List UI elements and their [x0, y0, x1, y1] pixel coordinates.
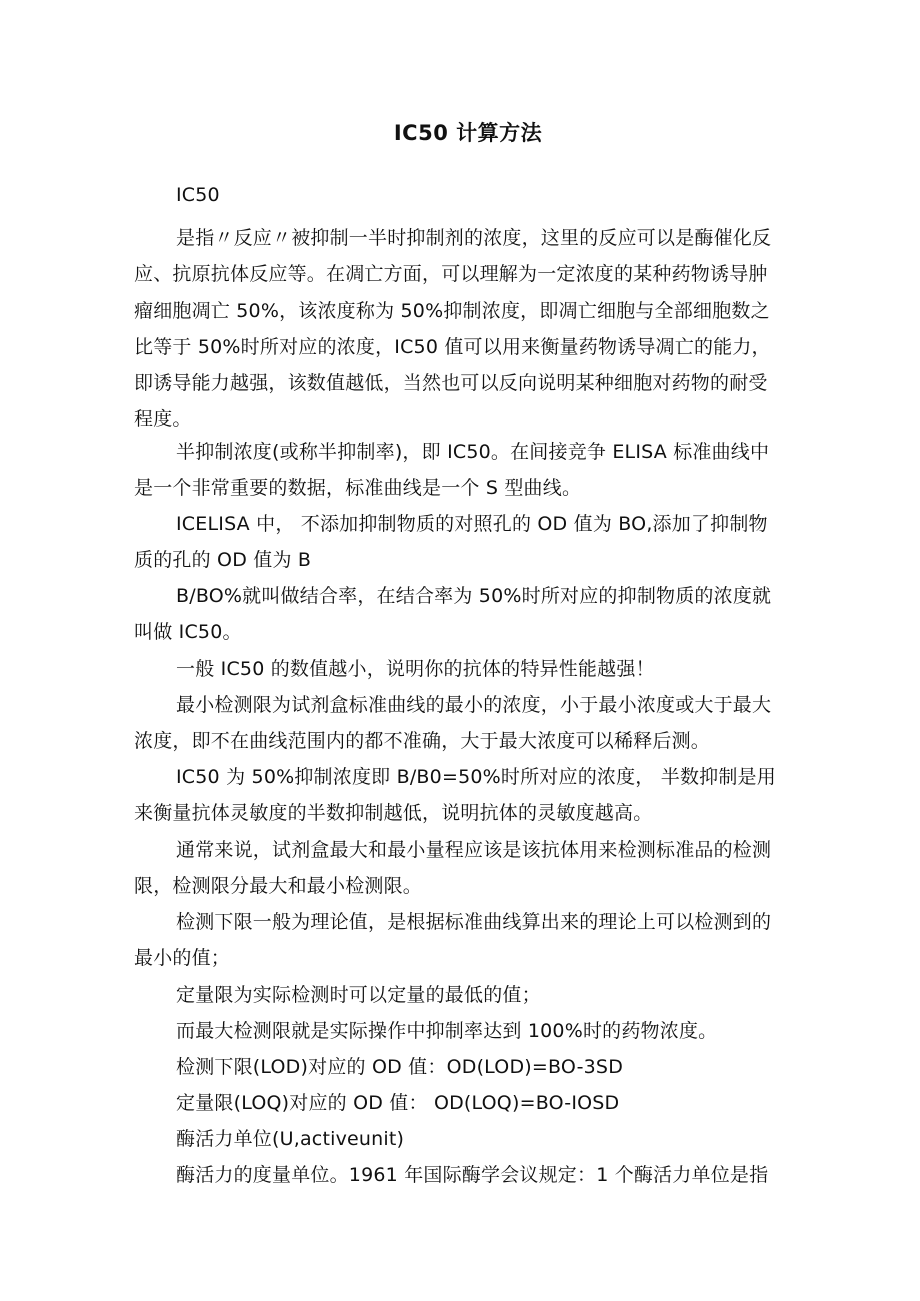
- text-line: IC50: [176, 184, 220, 206]
- text-line: 质的孔的 OD 值为 B: [134, 549, 312, 572]
- paragraph-enzyme-unit-heading: [134, 1121, 802, 1157]
- text-line: B/BO%就叫做结合率，在结合率为 50%时所对应的抑制物质的浓度就: [176, 585, 772, 607]
- text-line: 叫做 IC50。: [134, 621, 242, 644]
- text-line: 限，检测限分最大和最小检测限。: [134, 875, 423, 898]
- text-line: ICELISA 中， 不添加抑制物质的对照孔的 OD 值为 BO,添加了抑制物: [176, 513, 768, 535]
- text-line: 一般 IC50 的数值越小，说明你的抗体的特异性能越强！: [176, 658, 655, 680]
- paragraph-half-inhibition: [134, 434, 802, 507]
- text-line: 半抑制浓度(或称半抑制率)，即 IC50。在间接竞争 ELISA 标准曲线中: [176, 441, 770, 463]
- text-line: 检测下限一般为理论值，是根据标准曲线算出来的理论上可以检测到的: [176, 911, 772, 933]
- text-line: 是一个非常重要的数据，标准曲线是一个 S 型曲线。: [134, 477, 582, 500]
- paragraph-definition: [134, 220, 802, 438]
- paragraph-binding-rate: [134, 578, 802, 651]
- paragraph-kit-range: [134, 832, 802, 905]
- text-line: 定量限(LOQ)对应的 OD 值： OD(LOQ)=BO-IOSD: [176, 1092, 620, 1114]
- paragraph-loq-formula: [134, 1085, 802, 1121]
- text-line: 而最大检测限就是实际操作中抑制率达到 100%时的药物浓度。: [176, 1020, 718, 1042]
- text-line: 最小的值；: [134, 947, 231, 970]
- document-title: IC50 计算方法: [393, 121, 543, 145]
- text-line: 是指〃反应〃被抑制一半时抑制剂的浓度，这里的反应可以是酶催化反: [176, 227, 772, 249]
- text-line: 检测下限(LOD)对应的 OD 值：OD(LOD)=BO-3SD: [176, 1056, 624, 1078]
- paragraph-icelisa: [134, 506, 802, 579]
- text-line: 浓度，即不在曲线范围内的都不准确，大于最大浓度可以稀释后测。: [134, 730, 711, 753]
- paragraph-ic50-heading: [134, 177, 802, 213]
- paragraph-specificity: [134, 651, 802, 687]
- paragraph-sensitivity: [134, 759, 802, 832]
- text-line: IC50 为 50%抑制浓度即 B/B0=50%时所对应的浓度， 半数抑制是用: [176, 766, 776, 788]
- text-line: 比等于 50%时所对应的浓度，IC50 值可以用来衡量药物诱导凋亡的能力，: [134, 335, 771, 358]
- paragraph-quant-limit: [134, 977, 802, 1013]
- text-line: 应、抗原抗体反应等。在凋亡方面，可以理解为一定浓度的某种药物诱导肿: [134, 263, 768, 286]
- text-line: 最小检测限为试剂盒标准曲线的最小的浓度，小于最小浓度或大于最大: [176, 694, 772, 716]
- paragraph-min-detection: [134, 687, 802, 760]
- paragraph-enzyme-unit-definition: [134, 1157, 802, 1193]
- text-line: 来衡量抗体灵敏度的半数抑制越低，说明抗体的灵敏度越高。: [134, 802, 653, 825]
- text-line: 程度。: [134, 408, 192, 431]
- text-line: 即诱导能力越强，该数值越低，当然也可以反向说明某种细胞对药物的耐受: [134, 372, 768, 395]
- paragraph-lod-formula: [134, 1049, 802, 1085]
- text-line: 瘤细胞凋亡 50%，该浓度称为 50%抑制浓度，即凋亡细胞与全部细胞数之: [134, 299, 770, 322]
- text-line: 定量限为实际检测时可以定量的最低的值；: [176, 984, 541, 1006]
- text-line: 酶活力的度量单位。1961 年国际酶学会议规定：1 个酶活力单位是指: [176, 1164, 769, 1186]
- paragraph-lower-limit: [134, 904, 802, 977]
- paragraph-max-limit: [134, 1013, 802, 1049]
- text-line: 通常来说，试剂盒最大和最小量程应该是该抗体用来检测标准品的检测: [176, 839, 772, 861]
- text-line: 酶活力单位(U,activeunit): [176, 1128, 405, 1150]
